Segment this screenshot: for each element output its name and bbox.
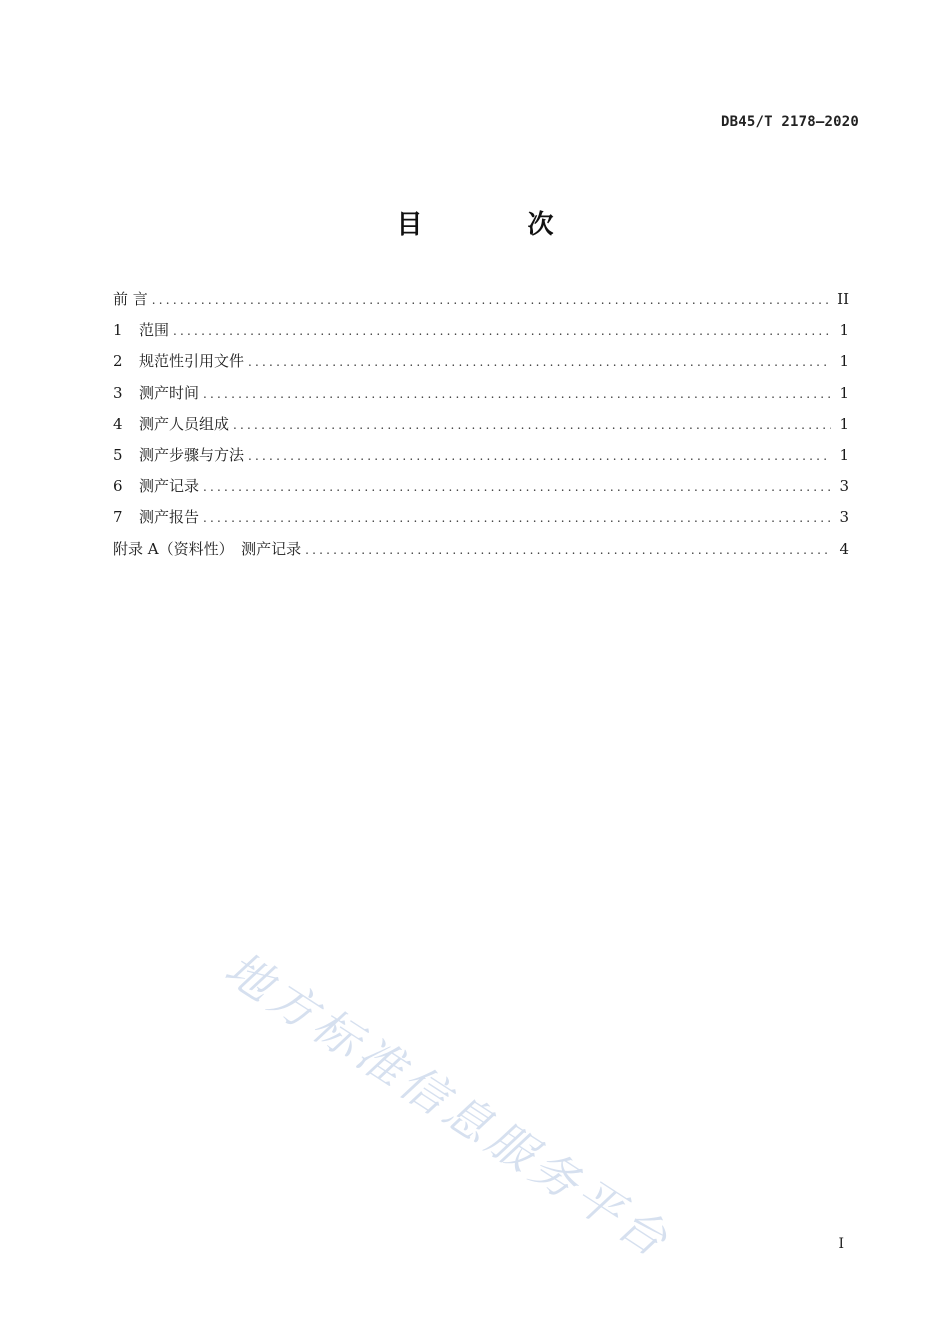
toc-entry-page: 1	[839, 414, 849, 433]
toc-dot-leader	[233, 410, 831, 441]
toc-entry-page: 1	[839, 445, 849, 464]
toc-entry-number: 2	[113, 352, 123, 371]
toc-entry-text: 测产报告	[139, 508, 200, 527]
toc-entry-text: 测产步骤与方法	[139, 445, 245, 464]
toc-dot-leader	[203, 503, 831, 534]
watermark: 地方标准信息服务平台	[215, 940, 682, 1270]
toc-entry-normative-references[interactable]	[113, 346, 849, 377]
toc-entry-records[interactable]	[113, 471, 849, 502]
toc-entry-page: 3	[839, 477, 849, 496]
toc-entry-page: 1	[839, 321, 849, 340]
toc-entry-page: II	[837, 290, 849, 308]
toc-dot-leader	[173, 316, 831, 347]
toc-entry-number: 5	[113, 445, 123, 464]
toc-dot-leader	[305, 535, 831, 566]
toc-entry-label	[113, 471, 203, 502]
toc-entry-text: 测产人员组成	[139, 414, 230, 433]
toc-entry-number: 6	[113, 477, 123, 496]
toc-entry-measurement-time[interactable]	[113, 378, 849, 409]
toc-dot-leader	[248, 441, 831, 472]
toc-entry-appendix-a[interactable]	[113, 534, 849, 565]
toc-entry-label	[113, 315, 173, 346]
toc-entry-text: 规范性引用文件	[139, 352, 245, 371]
toc-dot-leader	[248, 347, 831, 378]
toc-dot-leader	[203, 379, 831, 410]
toc-entry-number: 3	[113, 383, 123, 402]
toc-entry-foreword[interactable]	[113, 284, 849, 315]
toc-entry-label	[113, 502, 203, 533]
toc-entry-personnel[interactable]	[113, 409, 849, 440]
toc-entry-page: 1	[839, 383, 849, 402]
toc-entry-page: 4	[839, 539, 849, 558]
toc-entry-label	[113, 346, 248, 377]
page-title: 目 次	[396, 210, 602, 240]
toc-entry-label: 前 言	[113, 284, 152, 315]
toc-entry-text: 范围	[139, 321, 170, 340]
toc-entry-number: 1	[113, 321, 123, 340]
toc-entry-label: 附录 A（资料性） 测产记录	[113, 534, 305, 565]
toc-entry-report[interactable]	[113, 502, 849, 533]
toc-entry-scope[interactable]	[113, 315, 849, 346]
page-number: I	[838, 1236, 844, 1252]
table-of-contents	[113, 284, 849, 565]
toc-entry-text: 测产时间	[139, 383, 200, 402]
document-code: DB45/T 2178—2020	[720, 114, 859, 130]
toc-entry-page: 3	[839, 508, 849, 527]
toc-entry-label	[113, 409, 233, 440]
toc-entry-number: 7	[113, 508, 123, 527]
toc-entry-text: 测产记录	[139, 477, 200, 496]
toc-dot-leader	[152, 285, 831, 316]
toc-entry-label	[113, 378, 203, 409]
toc-entry-number: 4	[113, 414, 123, 433]
toc-entry-page: 1	[839, 352, 849, 371]
toc-dot-leader	[203, 472, 831, 503]
toc-entry-procedure[interactable]	[113, 440, 849, 471]
toc-entry-label	[113, 440, 248, 471]
